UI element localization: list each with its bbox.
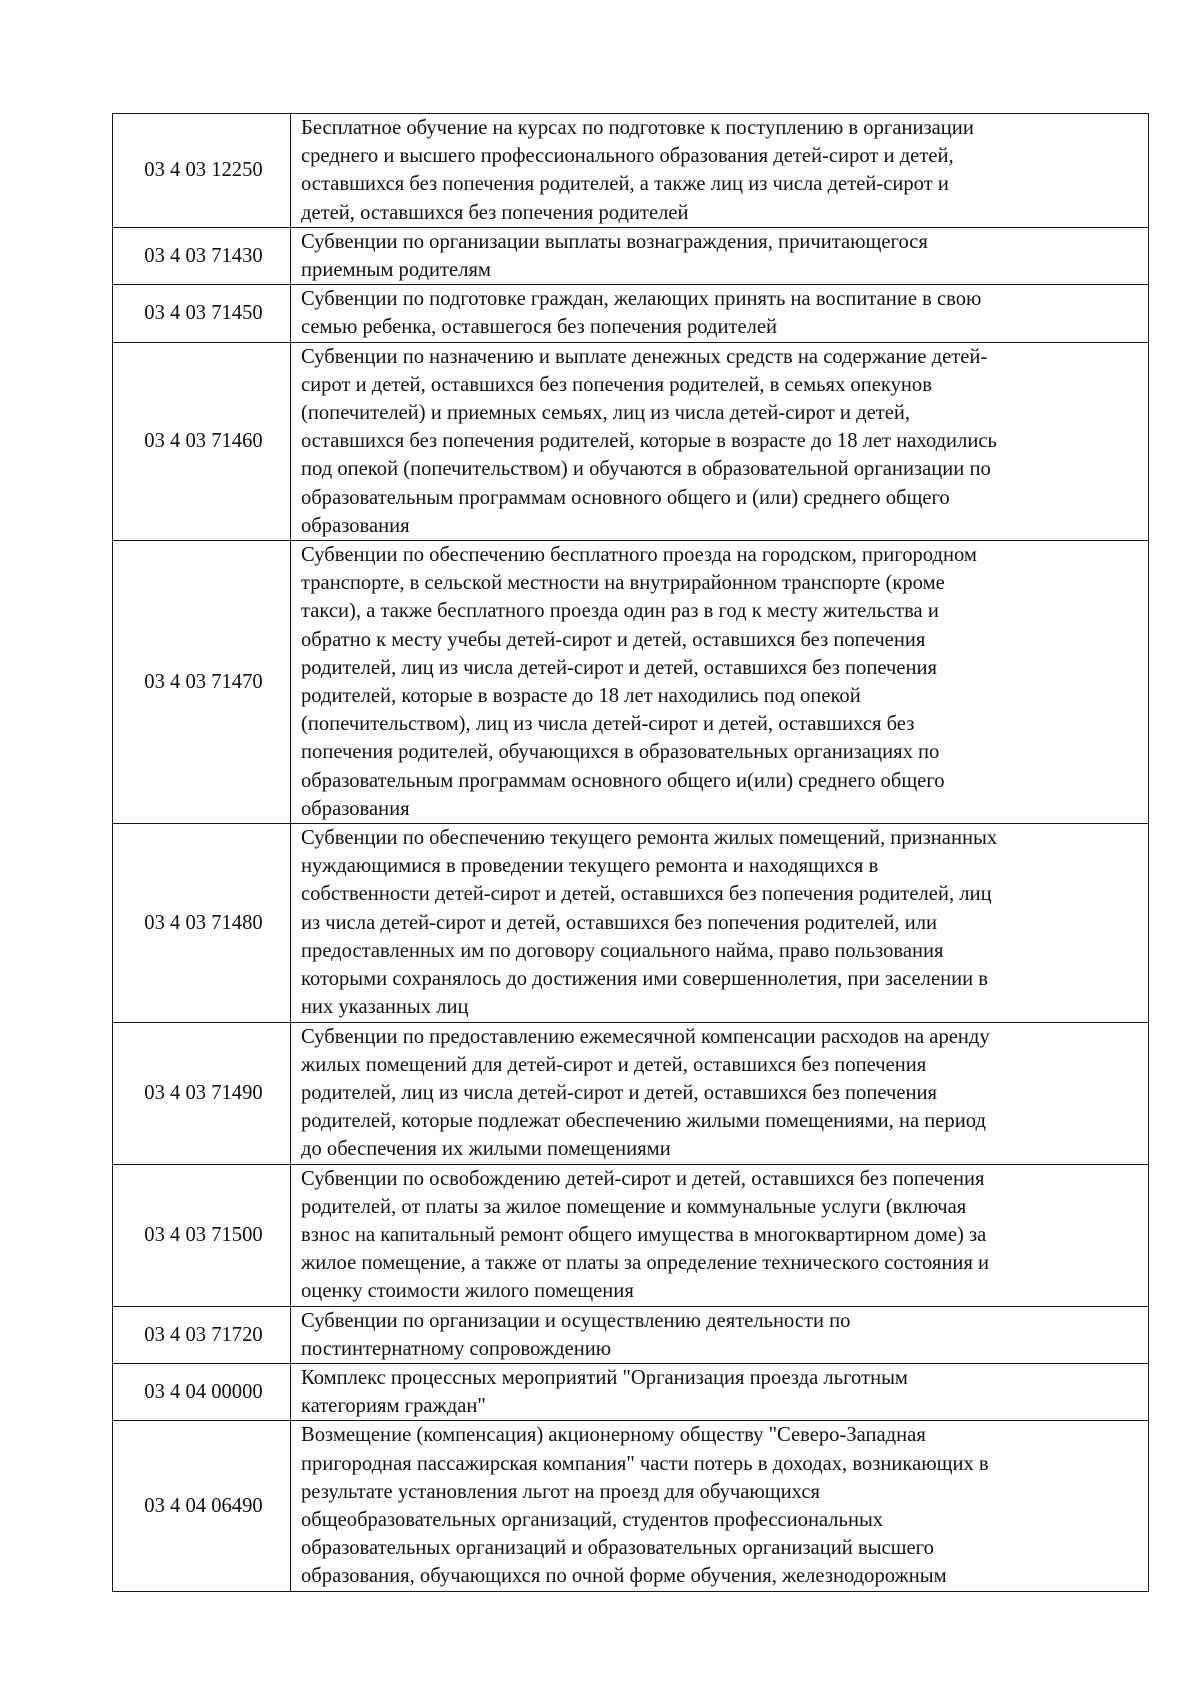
description-line: среднего и высшего профессионального образования детей-сирот и детей, [301, 145, 954, 168]
description-line: образования [301, 514, 410, 537]
description-line: родителей, от платы за жилое помещение и коммунальные услуги (включая [301, 1195, 967, 1218]
description-line: пригородная пассажирская компания" части потерь в доходах, возникающих в [301, 1452, 989, 1475]
table-row [113, 1306, 1149, 1363]
description-cell [291, 541, 1149, 824]
description-line: постинтернатному сопровождению [301, 1337, 612, 1360]
description-line: до обеспечения их жилыми помещениями [301, 1138, 671, 1161]
budget-code-cell: 03 4 03 71460 [113, 342, 291, 540]
description-line: жилое помещение, а также от платы за определение технического состояния и [301, 1252, 990, 1275]
table-row [113, 541, 1149, 824]
description-line: образования [301, 797, 410, 820]
description-line: (попечительством), лиц из числа детей-сирот и детей, оставшихся без [301, 713, 915, 736]
description-line: такси), а также бесплатного проезда один раз в год к месту жительства и [301, 600, 939, 623]
description-line: взнос на капитальный ремонт общего имущества в многоквартирном доме) за [301, 1223, 987, 1246]
table-row [113, 1363, 1149, 1420]
description-line: обратно к месту учебы детей-сирот и детей, оставшихся без попечения [301, 628, 926, 651]
description-line: собственности детей-сирот и детей, оставшихся без попечения родителей, лиц [301, 883, 992, 906]
budget-code-cell: 03 4 03 71450 [113, 285, 291, 342]
table-row [113, 1164, 1149, 1306]
description-line: Субвенции по назначению и выплате денежных средств на содержание детей- [301, 345, 988, 368]
description-line: приемным родителям [301, 259, 491, 282]
description-line: детей, оставшихся без попечения родителей [301, 201, 689, 224]
description-line: семью ребенка, оставшегося без попечения родителей [301, 316, 778, 339]
description-line: результате установления льгот на проезд для обучающихся [301, 1480, 820, 1503]
description-line: жилых помещений для детей-сирот и детей, оставшихся без попечения [301, 1053, 927, 1076]
description-line: Субвенции по освобождению детей-сирот и детей, оставшихся без попечения [301, 1167, 985, 1190]
budget-code-cell: 03 4 03 71490 [113, 1022, 291, 1164]
description-line: оставшихся без попечения родителей, которые в возрасте до 18 лет находились [301, 430, 997, 453]
description-line: родителей, которые в возрасте до 18 лет находились под опекой [301, 685, 861, 708]
description-cell [291, 1363, 1149, 1420]
budget-code-cell: 03 4 03 71720 [113, 1306, 291, 1363]
table-body [113, 114, 1149, 1592]
description-line: Субвенции по обеспечению бесплатного проезда на городском, пригородном [301, 544, 977, 567]
description-line: Субвенции по организации выплаты вознаграждения, причитающегося [301, 230, 928, 253]
description-cell [291, 824, 1149, 1022]
budget-code-cell: 03 4 03 71500 [113, 1164, 291, 1306]
description-line: родителей, лиц из числа детей-сирот и детей, оставшихся без попечения [301, 1081, 938, 1104]
description-line: Бесплатное обучение на курсах по подготовке к поступлению в организации [301, 117, 974, 139]
description-line: сирот и детей, оставшихся без попечения родителей, в семьях опекунов [301, 373, 932, 396]
budget-code-cell: 03 4 04 00000 [113, 1363, 291, 1420]
description-cell [291, 1022, 1149, 1164]
description-line: образования, обучающихся по очной форме обучения, железнодорожным [301, 1565, 947, 1588]
description-cell [291, 227, 1149, 284]
table-row [113, 342, 1149, 540]
budget-code-cell: 03 4 04 06490 [113, 1421, 291, 1591]
description-line: оценку стоимости жилого помещения [301, 1280, 634, 1303]
table-row [113, 227, 1149, 284]
description-line: предоставленных им по договору социального найма, право пользования [301, 939, 944, 962]
description-line: (попечителей) и приемных семьях, лиц из числа детей-сирот и детей, [301, 402, 911, 425]
budget-code-cell: 03 4 03 71480 [113, 824, 291, 1022]
description-line: под опекой (попечительством) и обучаются в образовательной организации по [301, 458, 991, 481]
description-cell [291, 1421, 1149, 1591]
budget-code-table [112, 113, 1149, 1592]
description-line: попечения родителей, обучающихся в образовательных организациях по [301, 741, 940, 764]
budget-code-cell: 03 4 03 71470 [113, 541, 291, 824]
description-line: оставшихся без попечения родителей, а также лиц из числа детей-сирот и [301, 173, 949, 196]
description-line: образовательным программам основного общего и (или) среднего общего [301, 486, 950, 509]
description-line: нуждающимися в проведении текущего ремонта и находящихся в [301, 855, 879, 878]
description-line: которыми сохранялось до достижения ими совершеннолетия, при заселении в [301, 968, 989, 991]
description-line: них указанных лиц [301, 996, 469, 1019]
table-row [113, 1421, 1149, 1591]
description-line: родителей, которые подлежат обеспечению жилыми помещениями, на период [301, 1110, 986, 1133]
description-line: из числа детей-сирот и детей, оставшихся без попечения родителей, или [301, 911, 938, 934]
description-line: транспорте, в сельской местности на внутрирайонном транспорте (кроме [301, 572, 945, 595]
table-row [113, 824, 1149, 1022]
description-line: Комплекс процессных мероприятий "Организация проезда льготным [301, 1366, 908, 1389]
description-line: образовательных организаций и образовательных организаций высшего [301, 1537, 934, 1560]
description-cell [291, 285, 1149, 342]
description-line: Субвенции по подготовке граждан, желающих принять на воспитание в свою [301, 288, 982, 311]
description-line: Субвенции по предоставлению ежемесячной компенсации расходов на аренду [301, 1025, 990, 1048]
description-line: родителей, лиц из числа детей-сирот и детей, оставшихся без попечения [301, 656, 938, 679]
table-row [113, 114, 1149, 228]
budget-code-cell: 03 4 03 12250 [113, 114, 291, 228]
budget-code-cell: 03 4 03 71430 [113, 227, 291, 284]
table-row [113, 285, 1149, 342]
description-cell [291, 1306, 1149, 1363]
description-line: образовательным программам основного общего и(или) среднего общего [301, 769, 945, 792]
description-line: Возмещение (компенсация) акционерному обществу "Северо-Западная [301, 1424, 926, 1447]
description-line: Субвенции по организации и осуществлению деятельности по [301, 1309, 851, 1332]
description-cell [291, 114, 1149, 228]
description-line: категориям граждан" [301, 1395, 486, 1418]
description-cell [291, 1164, 1149, 1306]
description-line: Субвенции по обеспечению текущего ремонта жилых помещений, признанных [301, 827, 998, 850]
description-line: общеобразовательных организаций, студентов профессиональных [301, 1508, 884, 1531]
description-cell [291, 342, 1149, 540]
table-row [113, 1022, 1149, 1164]
